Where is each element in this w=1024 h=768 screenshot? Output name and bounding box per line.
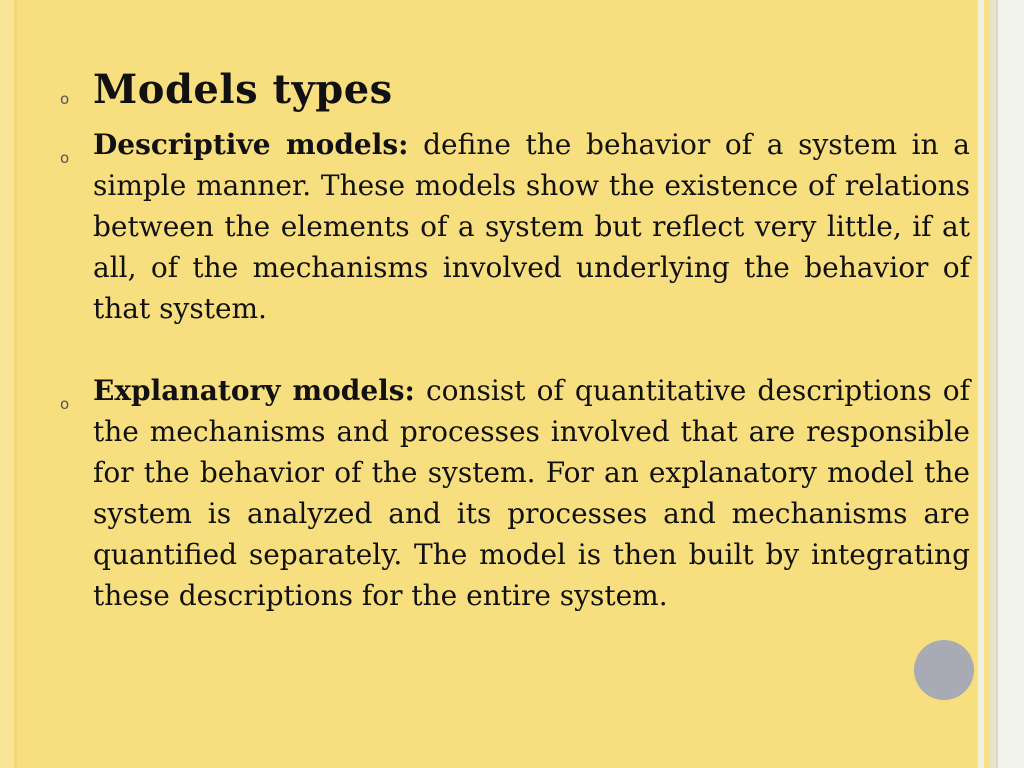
heading-row: [60, 62, 970, 118]
item-text: consist of quantitative descriptions of the mechanisms and processes involved that are responsible for the behavior of the system. For an explanatory model the system is analyzed and its processes and mechanisms are quantified separately. The model is then built by integrating these descriptions for the entire system.: [93, 374, 970, 612]
slide-title: Models types: [93, 66, 393, 113]
bullet-icon: o: [60, 395, 70, 413]
bullet-icon: o: [60, 149, 70, 167]
item-term: Descriptive models:: [93, 128, 409, 161]
left-border: [0, 0, 17, 768]
bullet-icon: o: [60, 90, 70, 108]
bullet-item-explanatory: [60, 370, 970, 616]
slide-content: [60, 62, 970, 616]
item-term: Explanatory models:: [93, 374, 415, 407]
right-border-panel: [996, 0, 1024, 768]
item-text: define the behavior of a system in a simple manner. These models show the existence of relations between the elements of a system but reflect very little, if at all, of the mechanisms involved underlying the behavior of that system.: [93, 128, 970, 325]
bullet-item-descriptive: [60, 124, 970, 329]
decorative-circle: [914, 640, 974, 700]
